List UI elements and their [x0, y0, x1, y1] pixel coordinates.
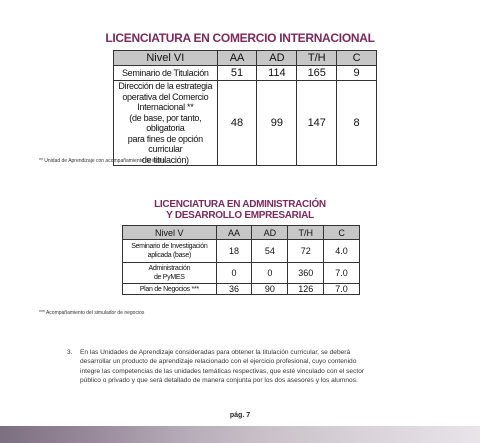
paragraph-line: público o privado y que será detallado de manera conjunta por los dos asesores y los alumnos.: [80, 376, 358, 384]
footer-band: [0, 426, 480, 443]
header-ad: AD: [257, 51, 297, 66]
cell-c: 7.0: [324, 284, 360, 295]
cell-th: 126: [288, 284, 324, 295]
cell-aa: 51: [217, 66, 257, 81]
table-administracion: [122, 225, 360, 295]
paragraph-line: integre las competencias de las unidades temáticas respectivas, que esté vinculado con el sector: [80, 367, 365, 375]
page-number: pág. 7: [229, 412, 251, 419]
label-line: Seminario de Investigación: [131, 243, 208, 250]
cell-aa: 36: [216, 284, 252, 295]
table-row: [123, 240, 360, 263]
header-c: C: [324, 226, 360, 240]
cell-aa: 48: [217, 81, 257, 166]
table-row: [114, 66, 377, 81]
header-level: Nivel VI: [114, 51, 218, 66]
cell-ad: 99: [257, 81, 297, 166]
cell-c: 4.0: [324, 240, 360, 263]
paragraph-number: 3.: [67, 349, 73, 356]
paragraph-line: desarrollar un producto de aprendizaje relacionado con el ejercicio profesional, cuyo contenido: [80, 358, 357, 366]
cell-aa: 18: [216, 240, 252, 263]
cell-aa: 0: [216, 263, 252, 284]
table-comercio-internacional: [113, 50, 377, 166]
cell-c: 7.0: [324, 263, 360, 284]
row-label: [123, 263, 217, 284]
cell-th: 165: [297, 66, 337, 81]
cell-c: 8: [337, 81, 377, 166]
cell-th: 360: [288, 263, 324, 284]
header-th: T/H: [288, 226, 324, 240]
row-label: Seminario de Titulación: [114, 66, 218, 81]
table-row: [114, 81, 377, 166]
label-line: operativa del Comercio: [122, 91, 209, 102]
table-header-row: [123, 226, 360, 240]
cell-th: 147: [297, 81, 337, 166]
label-line: Administración: [148, 265, 191, 272]
section2-title-line: Y DESARROLLO EMPRESARIAL: [166, 210, 314, 221]
label-line: para fines de opción curricular: [127, 133, 203, 154]
cell-th: 72: [288, 240, 324, 263]
label-line: de PyMES: [153, 274, 185, 281]
header-aa: AA: [217, 51, 257, 66]
header-level: Nivel V: [123, 226, 217, 240]
row-label: [114, 81, 218, 166]
section2-title: [0, 199, 480, 221]
cell-c: 9: [337, 66, 377, 81]
section2-title-line: LICENCIATURA EN ADMINISTRACIÓN: [154, 199, 326, 210]
header-ad: AD: [252, 226, 288, 240]
header-aa: AA: [216, 226, 252, 240]
cell-ad: 90: [252, 284, 288, 295]
label-line: de titulación): [141, 154, 189, 165]
paragraph-titulacion: [67, 348, 442, 385]
label-line: Internacional **: [137, 102, 194, 112]
paragraph-line: En las Unidades de Aprendizaje consideradas para obtener la titulación curricular, se deberá: [80, 349, 351, 356]
table-header-row: [114, 51, 377, 66]
table-row: [123, 284, 360, 295]
footnote-english: ** Unidad de Aprendizaje con acompañamiento de inglés: [39, 158, 166, 164]
row-label: [123, 240, 217, 263]
header-th: T/H: [297, 51, 337, 66]
header-c: C: [337, 51, 377, 66]
cell-ad: 114: [257, 66, 297, 81]
cell-ad: 54: [252, 240, 288, 263]
cell-ad: 0: [252, 263, 288, 284]
label-line: Dirección de la estrategia: [118, 81, 213, 91]
row-label: Plan de Negocios ***: [123, 284, 217, 295]
label-line: (de base, por tanto, obligatoria: [129, 112, 202, 133]
section1-title: LICENCIATURA EN COMERCIO INTERNACIONAL: [105, 31, 375, 45]
table-row: [123, 263, 360, 284]
footnote-simulator: *** Acompañamiento del simulador de negocios: [39, 310, 145, 316]
label-line: aplicada (base): [147, 252, 191, 259]
